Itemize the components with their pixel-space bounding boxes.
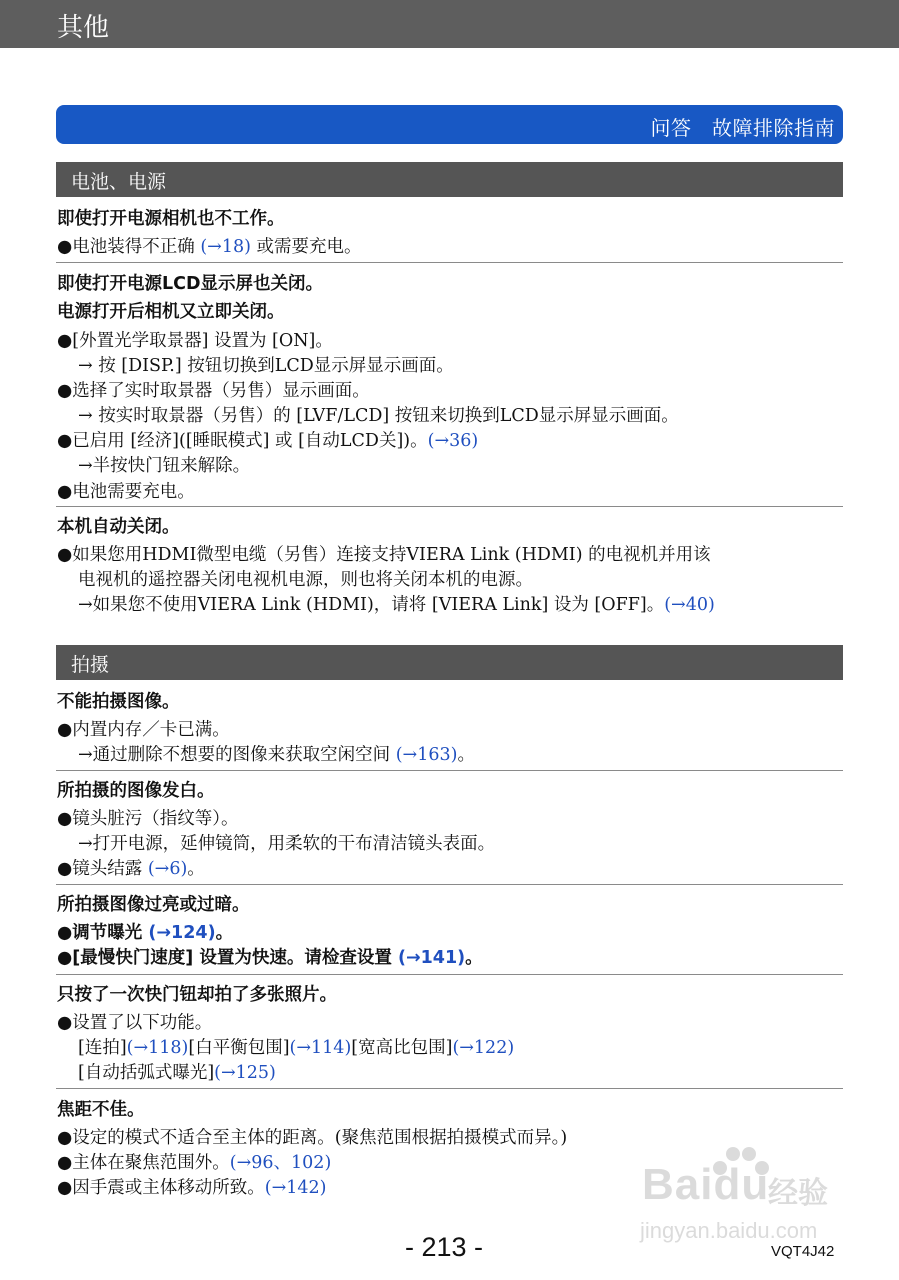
divider (56, 884, 843, 885)
answer-item: ●电池需要充电。 (57, 482, 195, 502)
answer-remedy: →半按快门钮来解除。 (78, 456, 251, 476)
watermark-url: jingyan.baidu.com (640, 1218, 818, 1243)
answer-item: ●[最慢快门速度] 设置为快速。请检查设置 (→141)。 (57, 948, 483, 968)
document-code: VQT4J42 (771, 1243, 835, 1260)
divider (56, 506, 843, 507)
section-header-shooting (56, 645, 843, 680)
answer-continuation: 电视机的遥控器关闭电视机电源，则也将关闭本机的电源。 (78, 570, 533, 590)
question-heading: 即使打开电源相机也不工作。 (57, 209, 285, 229)
chapter-banner-label: 问答 故障排除指南 (650, 116, 835, 140)
page-reference-link[interactable]: (→142) (264, 1178, 327, 1198)
divider (56, 770, 843, 771)
answer-remedy: →通过删除不想要的图像来获取空闲空间 (→163)。 (78, 745, 475, 765)
answer-item: ●已启用 [经济]([睡眠模式] 或 [自动LCD关])。(→36) (57, 431, 479, 451)
answer-item: ●选择了实时取景器（另售）显示画面。 (57, 381, 370, 401)
question-heading: 所拍摄图像过亮或过暗。 (57, 895, 250, 915)
baidu-watermark (636, 1142, 846, 1252)
page-reference-link[interactable]: (→6) (147, 859, 188, 879)
divider (56, 974, 843, 975)
function-list: [自动括弧式曝光](→125) (78, 1063, 276, 1083)
answer-remedy: → 按 [DISP.] 按钮切换到LCD显示屏显示画面。 (78, 356, 454, 376)
question-heading: 不能拍摄图像。 (57, 692, 180, 712)
question-heading: 焦距不佳。 (57, 1100, 145, 1120)
answer-item: ●设定的模式不适合至主体的距离。(聚焦范围根据拍摄模式而异。) (57, 1128, 568, 1148)
page-reference-link[interactable]: (→36) (427, 431, 479, 451)
section-title: 拍摄 (71, 654, 110, 676)
page-number: - 213 - (405, 1232, 484, 1262)
answer-remedy: → 按实时取景器（另售）的 [LVF/LCD] 按钮来切换到LCD显示屏显示画面。 (78, 406, 679, 426)
answer-item: ●[外置光学取景器] 设置为 [ON]。 (57, 331, 333, 351)
question-heading: 只按了一次快门钮却拍了多张照片。 (57, 985, 337, 1005)
watermark-brand: Baidu (642, 1160, 770, 1209)
answer-item: ●电池装得不正确 (→18) 或需要充电。 (57, 237, 362, 257)
question-heading: 本机自动关闭。 (57, 517, 180, 537)
chapter-banner (56, 105, 843, 144)
chapter-title: 其他 (57, 13, 110, 43)
top-bar (0, 0, 899, 48)
answer-item: ●镜头结露 (→6)。 (57, 859, 205, 879)
answer-item: ●调节曝光 (→124)。 (57, 923, 234, 943)
divider (56, 262, 843, 263)
answer-remedy: →打开电源，延伸镜筒，用柔软的干布清洁镜头表面。 (78, 834, 496, 854)
page-reference-link[interactable]: (→118) (126, 1038, 189, 1058)
page-reference-link[interactable]: (→40) (664, 595, 715, 615)
question-heading: 即使打开电源LCD显示屏也关闭。 (57, 274, 324, 294)
page-reference-link[interactable]: (→141) (397, 948, 466, 968)
answer-item: ●主体在聚焦范围外。(→96、102) (57, 1153, 332, 1173)
question-heading: 电源打开后相机又立即关闭。 (57, 302, 285, 322)
page-reference-link[interactable]: (→163) (395, 745, 458, 765)
page-reference-link[interactable]: (→125) (214, 1063, 276, 1083)
page-reference-link[interactable]: (→18) (200, 237, 251, 257)
section-header-power (56, 162, 843, 197)
answer-item: ●因手震或主体移动所致。(→142) (57, 1178, 327, 1198)
function-list: [连拍](→118)[白平衡包围](→114)[宽高比包围](→122) (78, 1038, 515, 1058)
answer-item: ●镜头脏污（指纹等）。 (57, 809, 239, 829)
divider (56, 1088, 843, 1089)
watermark-brand-cn: 经验 (768, 1176, 828, 1211)
answer-remedy: →如果您不使用VIERA Link (HDMI)，请将 [VIERA Link] 设为 [OFF]。(→40) (78, 595, 715, 615)
page-reference-link[interactable]: (→122) (452, 1038, 515, 1058)
question-heading: 所拍摄的图像发白。 (57, 781, 215, 801)
page-reference-link[interactable]: (→124) (148, 923, 216, 943)
answer-item: ●内置内存／卡已满。 (57, 720, 230, 740)
answer-item: ●设置了以下功能。 (57, 1013, 213, 1033)
answer-item: ●如果您用HDMI微型电缆（另售）连接支持VIERA Link (HDMI) 的电视机并用该 (57, 545, 711, 565)
page-reference-link[interactable]: (→114) (289, 1038, 352, 1058)
page-reference-link[interactable]: (→96、102) (229, 1153, 332, 1173)
section-title: 电池、电源 (71, 171, 167, 193)
